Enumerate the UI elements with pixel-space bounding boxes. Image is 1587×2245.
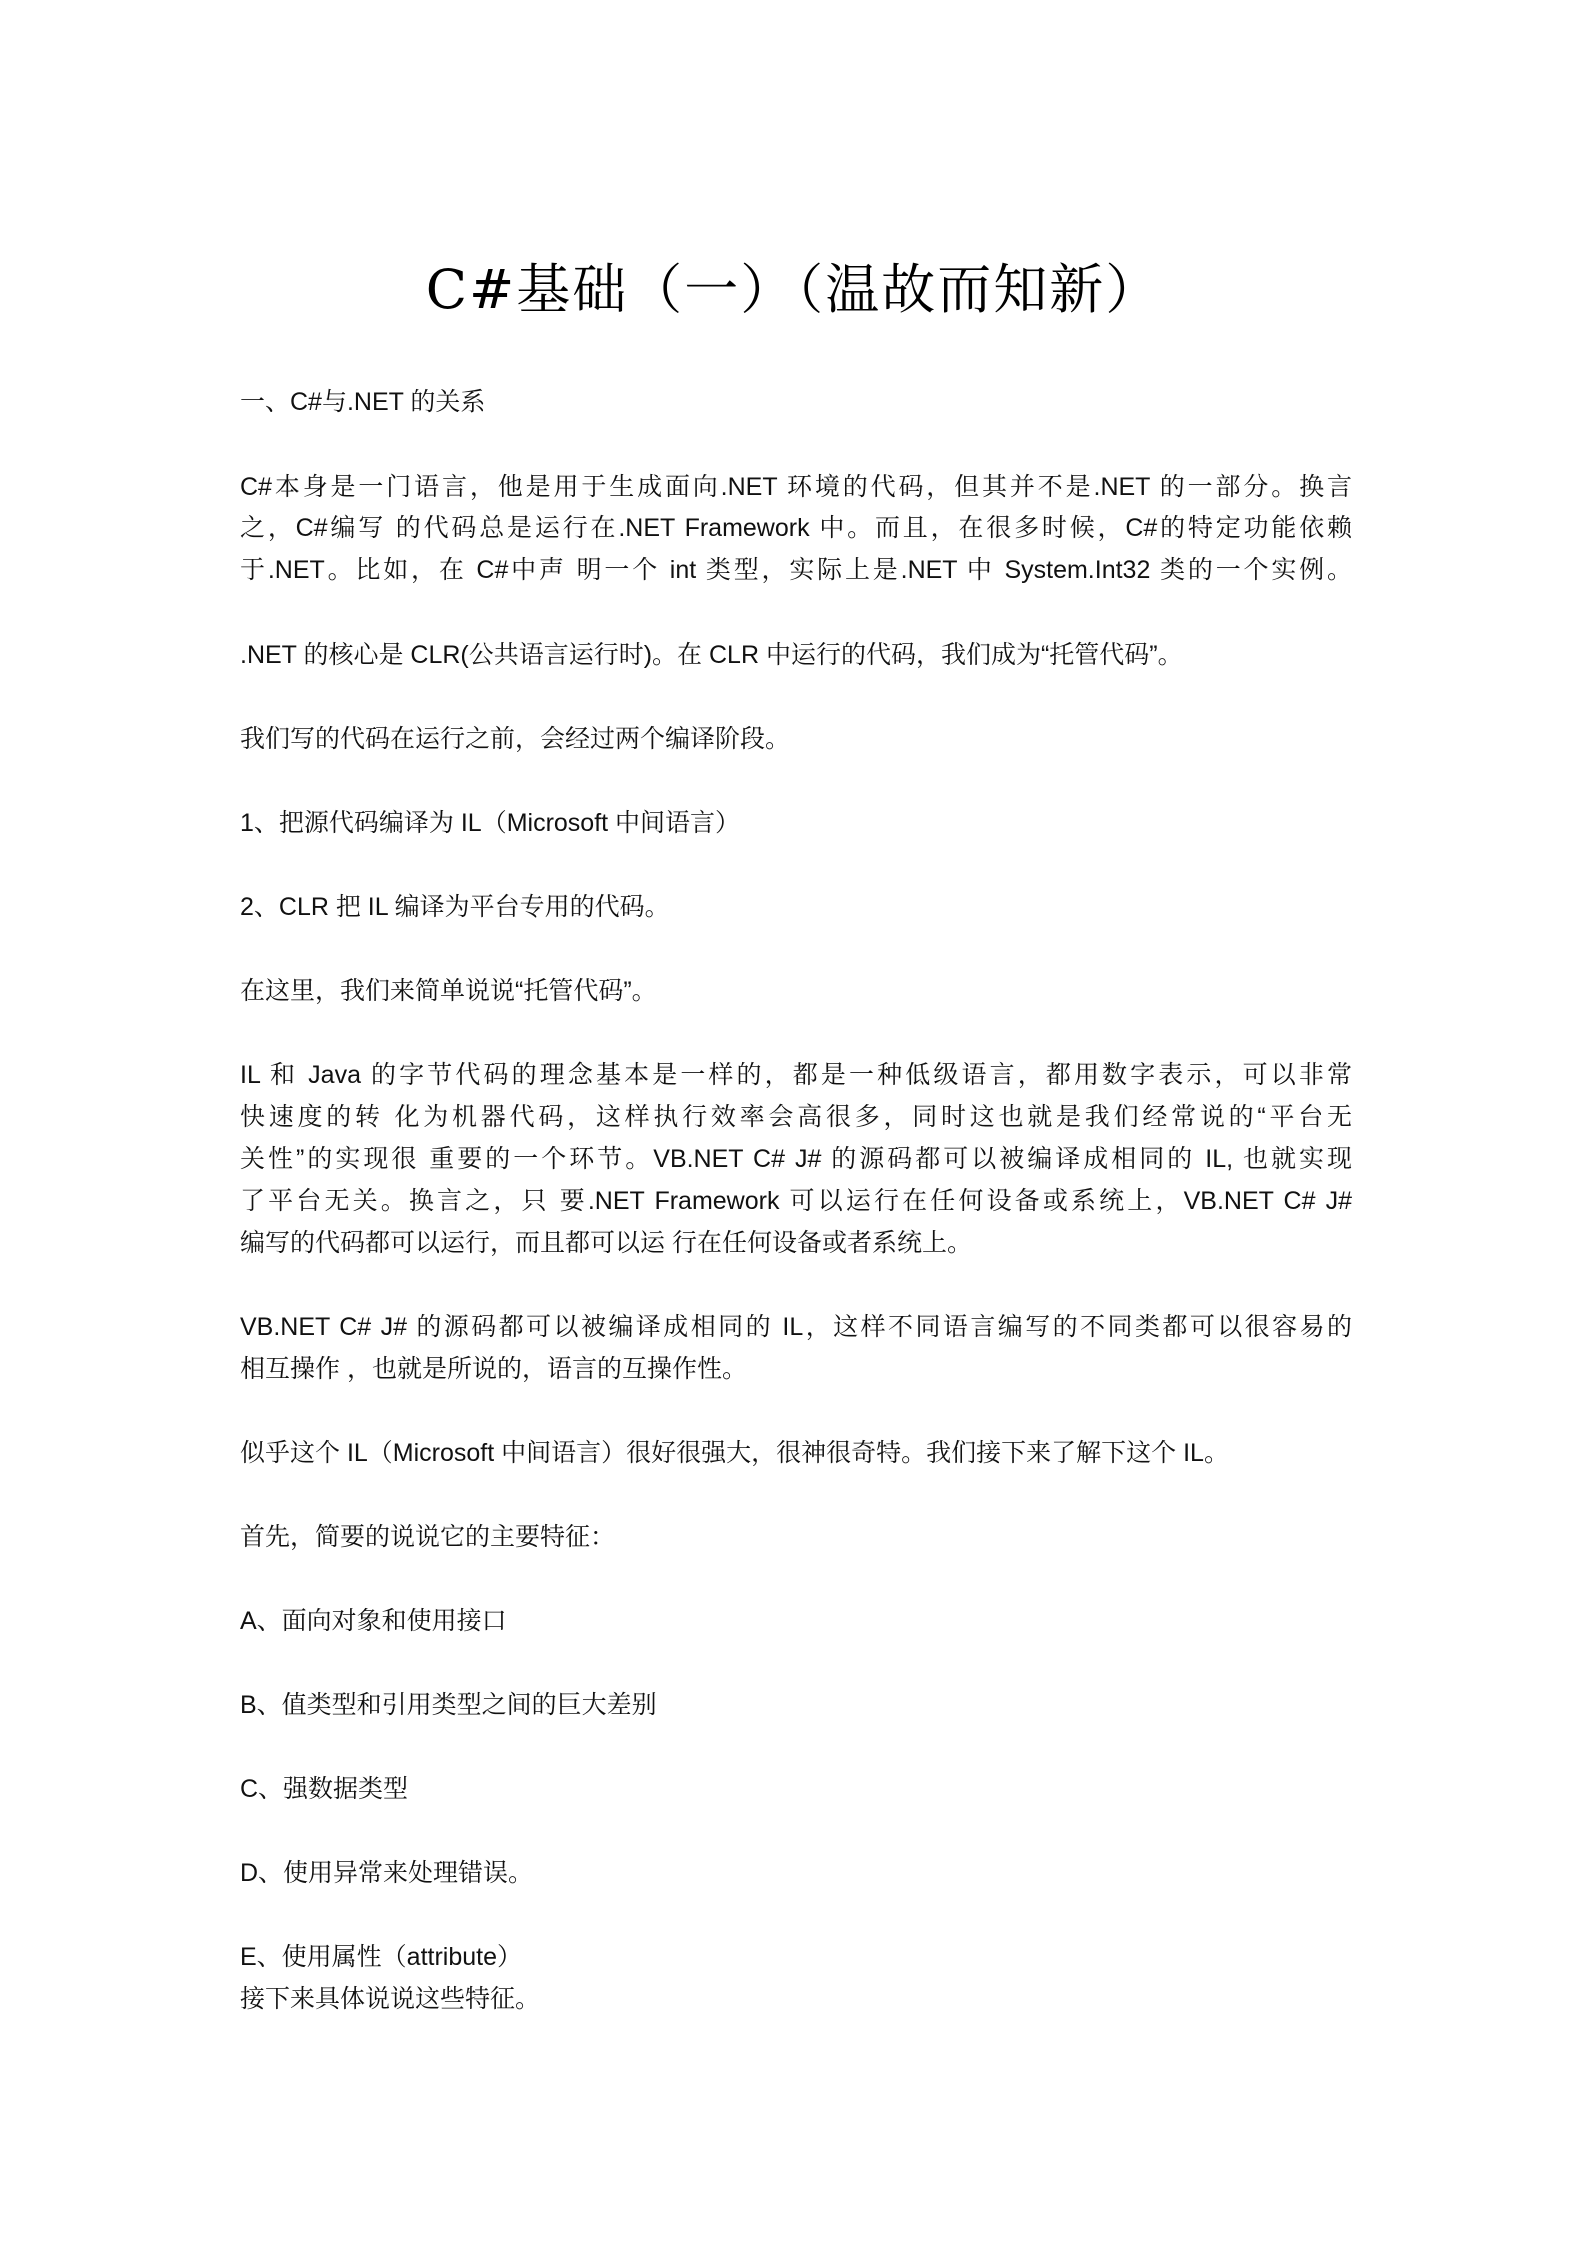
paragraph-3-line-1: 我们写的代码在运行之前，会经过两个编译阶段。 bbox=[240, 725, 791, 753]
paragraph-1-line-2: 之，C#编写 的代码总是运行在.NET Framework 中。而且，在很多时候，C#的特定功能依赖 bbox=[240, 514, 1352, 542]
feature-item-c: C、强数据类型 bbox=[240, 1775, 409, 1803]
feature-item-d: D、使用异常来处理错误。 bbox=[240, 1859, 534, 1887]
paragraph-2-line-1: .NET 的核心是 CLR(公共语言运行时)。在 CLR 中运行的代码，我们成为“托管代码”。 bbox=[240, 641, 1183, 669]
il-powerful-paragraph: 似乎这个 IL（Microsoft 中间语言）很好很强大，很神很奇特。我们接下来了解下这个 IL。 bbox=[240, 1439, 1229, 1467]
feature-item-b: B、值类型和引用类型之间的巨大差别 bbox=[240, 1691, 657, 1719]
paragraph-1-line-3: 于.NET。比如，在 C#中声 明一个 int 类型，实际上是.NET 中 System.Int32 类的一个实例。 bbox=[240, 556, 1352, 584]
il-paragraph-line-5: 编写的代码都可以运行，而且都可以运 行在任何设备或者系统上。 bbox=[240, 1229, 972, 1257]
feature-item-e: E、使用属性（attribute） bbox=[240, 1943, 523, 1971]
section-heading: 一、C#与.NET 的关系 bbox=[240, 388, 486, 416]
il-paragraph-line-4: 了平台无关。换言之，只 要.NET Framework 可以运行在任何设备或系统上，VB.NET C# J# bbox=[240, 1187, 1352, 1215]
managed-code-intro: 在这里，我们来简单说说“托管代码”。 bbox=[240, 977, 657, 1005]
step-2: 2、CLR 把 IL 编译为平台专用的代码。 bbox=[240, 893, 670, 921]
closing-sentence: 接下来具体说说这些特征。 bbox=[240, 1985, 541, 2013]
interop-paragraph-line-2: 相互操作 ，也就是所说的，语言的互操作性。 bbox=[240, 1355, 747, 1383]
feature-item-a: A、面向对象和使用接口 bbox=[240, 1607, 507, 1635]
il-paragraph-line-3: 关性”的实现很 重要的一个环节。VB.NET C# J# 的源码都可以被编译成相同的 IL, 也就实现 bbox=[240, 1145, 1352, 1173]
interop-paragraph-line-1: VB.NET C# J# 的源码都可以被编译成相同的 IL，这样不同语言编写的不同类都可以很容易的 bbox=[240, 1313, 1352, 1341]
il-paragraph-line-1: IL 和 Java 的字节代码的理念基本是一样的，都是一种低级语言，都用数字表示，可以非常 bbox=[240, 1061, 1352, 1089]
paragraph-1-line-1: C#本身是一门语言，他是用于生成面向.NET 环境的代码，但其并不是.NET 的一部分。换言 bbox=[240, 473, 1352, 501]
step-1: 1、把源代码编译为 IL（Microsoft 中间语言） bbox=[240, 809, 741, 837]
document-title: C#基础（一）（温故而知新） bbox=[425, 258, 1162, 321]
il-paragraph-line-2: 快速度的转 化为机器代码，这样执行效率会高很多，同时这也就是我们经常说的“平台无 bbox=[240, 1103, 1352, 1131]
features-intro: 首先，简要的说说它的主要特征： bbox=[240, 1523, 616, 1551]
